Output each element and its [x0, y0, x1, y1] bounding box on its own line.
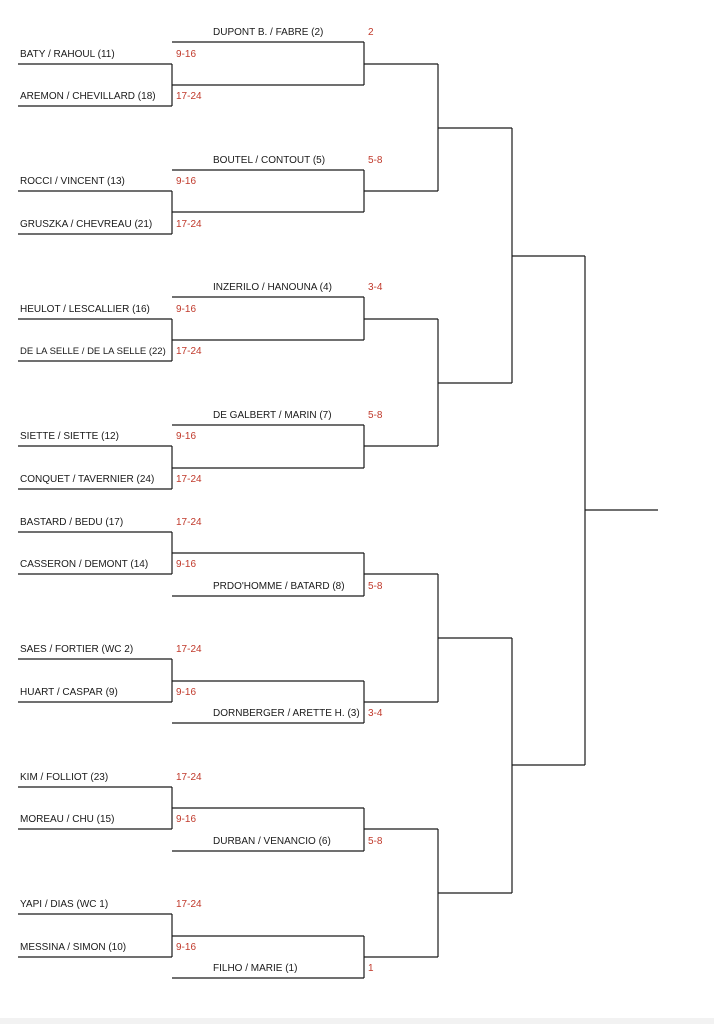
placement-label: 9-16	[176, 942, 197, 953]
team-name: MOREAU / CHU (15)	[20, 814, 115, 825]
placement-label: 3-4	[368, 708, 383, 719]
team-name: CASSERON / DEMONT (14)	[20, 559, 149, 570]
placement-label: 17-24	[176, 644, 202, 655]
team-name: PRDO'HOMME / BATARD (8)	[213, 581, 345, 592]
team-name: INZERILO / HANOUNA (4)	[213, 282, 332, 293]
team-name: HUART / CASPAR (9)	[20, 687, 118, 698]
placement-label: 1	[368, 963, 374, 974]
team-name: DE GALBERT / MARIN (7)	[213, 410, 332, 421]
placement-label: 9-16	[176, 431, 197, 442]
placement-label: 2	[368, 27, 374, 38]
placement-label: 9-16	[176, 304, 197, 315]
team-name: DURBAN / VENANCIO (6)	[213, 836, 331, 847]
placement-label: 17-24	[176, 517, 202, 528]
placement-label: 17-24	[176, 899, 202, 910]
bottom-strip	[0, 1018, 714, 1024]
team-name: MESSINA / SIMON (10)	[20, 942, 127, 953]
team-name: DORNBERGER / ARETTE H. (3)	[213, 708, 360, 719]
placement-label: 9-16	[176, 814, 197, 825]
placement-label: 3-4	[368, 282, 383, 293]
placement-label: 9-16	[176, 559, 197, 570]
team-name: ROCCI / VINCENT (13)	[20, 176, 125, 187]
team-name: KIM / FOLLIOT (23)	[20, 772, 109, 783]
placement-label: 9-16	[176, 687, 197, 698]
team-name: YAPI / DIAS (WC 1)	[20, 899, 109, 910]
placement-label: 9-16	[176, 49, 197, 60]
team-name: DE LA SELLE / DE LA SELLE (22)	[20, 346, 166, 357]
team-name: BASTARD / BEDU (17)	[20, 517, 124, 528]
team-name: BOUTEL / CONTOUT (5)	[213, 155, 326, 166]
placement-label: 9-16	[176, 176, 197, 187]
team-name: AREMON / CHEVILLARD (18)	[20, 91, 156, 102]
placement-label: 17-24	[176, 219, 202, 230]
team-name: SIETTE / SIETTE (12)	[20, 431, 119, 442]
placement-label: 5-8	[368, 410, 383, 421]
placement-label: 17-24	[176, 346, 202, 357]
placement-label: 5-8	[368, 155, 383, 166]
team-name: SAES / FORTIER (WC 2)	[20, 644, 134, 655]
team-name: HEULOT / LESCALLIER (16)	[20, 304, 150, 315]
placement-label: 5-8	[368, 581, 383, 592]
placement-label: 17-24	[176, 772, 202, 783]
team-name: DUPONT B. / FABRE (2)	[213, 27, 324, 38]
team-name: GRUSZKA / CHEVREAU (21)	[20, 219, 153, 230]
team-name: CONQUET / TAVERNIER (24)	[20, 474, 155, 485]
team-name: FILHO / MARIE (1)	[213, 963, 298, 974]
team-name: BATY / RAHOUL (11)	[20, 49, 115, 60]
placement-label: 17-24	[176, 474, 202, 485]
placement-label: 5-8	[368, 836, 383, 847]
placement-label: 17-24	[176, 91, 202, 102]
